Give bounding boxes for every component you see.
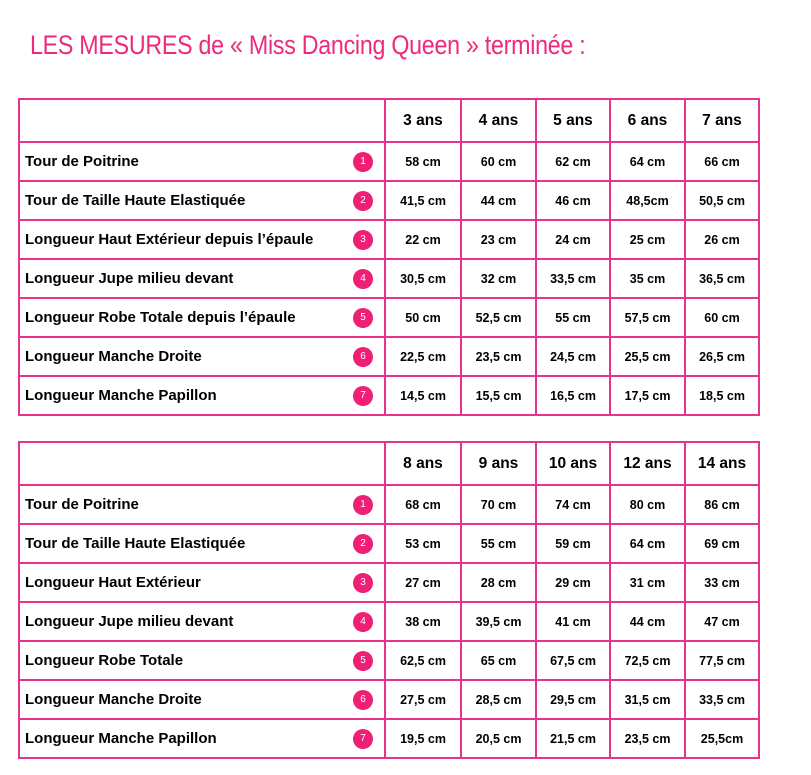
header-row xyxy=(19,442,759,485)
measure-value: 44 cm xyxy=(610,602,685,641)
table-row xyxy=(19,641,759,680)
measure-value: 53 cm xyxy=(385,524,461,563)
measure-label: Longueur Robe Totale xyxy=(25,652,184,669)
measure-label-cell xyxy=(19,337,385,376)
measure-label-cell xyxy=(19,181,385,220)
measure-number-badge: 7 xyxy=(353,729,373,749)
age-header: 9 ans xyxy=(461,442,536,485)
measure-label-cell xyxy=(19,563,385,602)
measure-label-cell xyxy=(19,298,385,337)
measure-value: 20,5 cm xyxy=(461,719,536,758)
measure-label-cell xyxy=(19,719,385,758)
measure-value: 19,5 cm xyxy=(385,719,461,758)
table-row xyxy=(19,485,759,524)
measure-label-cell xyxy=(19,259,385,298)
measure-value: 57,5 cm xyxy=(610,298,685,337)
measure-label: Longueur Manche Papillon xyxy=(25,387,217,404)
measure-value: 44 cm xyxy=(461,181,536,220)
table-row xyxy=(19,524,759,563)
table-row xyxy=(19,298,759,337)
measure-value: 72,5 cm xyxy=(610,641,685,680)
measure-label-cell xyxy=(19,641,385,680)
measure-label: Longueur Haut Extérieur xyxy=(25,574,201,591)
table-row xyxy=(19,259,759,298)
measure-value: 23,5 cm xyxy=(610,719,685,758)
measure-value: 60 cm xyxy=(461,142,536,181)
measure-label-cell xyxy=(19,485,385,524)
measure-value: 35 cm xyxy=(610,259,685,298)
measure-value: 59 cm xyxy=(536,524,610,563)
measure-number-badge: 2 xyxy=(353,191,373,211)
measure-value: 66 cm xyxy=(685,142,759,181)
measure-value: 77,5 cm xyxy=(685,641,759,680)
measure-value: 67,5 cm xyxy=(536,641,610,680)
measure-label: Tour de Poitrine xyxy=(25,496,139,513)
measure-value: 41,5 cm xyxy=(385,181,461,220)
table-row xyxy=(19,142,759,181)
table-row xyxy=(19,680,759,719)
table-row xyxy=(19,337,759,376)
measure-value: 33 cm xyxy=(685,563,759,602)
measure-value: 52,5 cm xyxy=(461,298,536,337)
header-row xyxy=(19,99,759,142)
measure-value: 41 cm xyxy=(536,602,610,641)
measure-label: Longueur Manche Papillon xyxy=(25,730,217,747)
measure-value: 27,5 cm xyxy=(385,680,461,719)
measure-label-cell xyxy=(19,376,385,415)
age-header: 8 ans xyxy=(385,442,461,485)
measure-label: Longueur Jupe milieu devant xyxy=(25,270,234,287)
measure-value: 47 cm xyxy=(685,602,759,641)
measure-value: 68 cm xyxy=(385,485,461,524)
measure-value: 16,5 cm xyxy=(536,376,610,415)
measure-value: 23,5 cm xyxy=(461,337,536,376)
age-header: 10 ans xyxy=(536,442,610,485)
measure-value: 65 cm xyxy=(461,641,536,680)
measure-value: 62,5 cm xyxy=(385,641,461,680)
measure-number-badge: 1 xyxy=(353,152,373,172)
age-header: 6 ans xyxy=(610,99,685,142)
measure-value: 26,5 cm xyxy=(685,337,759,376)
corner-cell xyxy=(19,442,385,485)
table-row xyxy=(19,719,759,758)
measure-value: 25,5 cm xyxy=(610,337,685,376)
measure-value: 58 cm xyxy=(385,142,461,181)
measure-value: 28 cm xyxy=(461,563,536,602)
table-row xyxy=(19,376,759,415)
measure-label-cell xyxy=(19,142,385,181)
table-row xyxy=(19,181,759,220)
measure-number-badge: 7 xyxy=(353,386,373,406)
measure-number-badge: 4 xyxy=(353,612,373,632)
table-row xyxy=(19,602,759,641)
measure-value: 55 cm xyxy=(461,524,536,563)
measure-number-badge: 5 xyxy=(353,308,373,328)
measure-value: 31,5 cm xyxy=(610,680,685,719)
page-title: LES MESURES de « Miss Dancing Queen » terminée : xyxy=(30,30,586,60)
measure-value: 26 cm xyxy=(685,220,759,259)
table-row xyxy=(19,220,759,259)
age-header: 4 ans xyxy=(461,99,536,142)
size-table-large xyxy=(18,441,760,759)
measure-value: 28,5 cm xyxy=(461,680,536,719)
age-header: 3 ans xyxy=(385,99,461,142)
measure-value: 33,5 cm xyxy=(536,259,610,298)
measure-label: Tour de Poitrine xyxy=(25,153,139,170)
age-header: 5 ans xyxy=(536,99,610,142)
measure-number-badge: 2 xyxy=(353,534,373,554)
measure-number-badge: 4 xyxy=(353,269,373,289)
age-header: 14 ans xyxy=(685,442,759,485)
measure-value: 60 cm xyxy=(685,298,759,337)
measure-value: 74 cm xyxy=(536,485,610,524)
measure-value: 38 cm xyxy=(385,602,461,641)
measure-value: 23 cm xyxy=(461,220,536,259)
measure-label: Tour de Taille Haute Elastiquée xyxy=(25,535,246,552)
measure-value: 29 cm xyxy=(536,563,610,602)
measure-label-cell xyxy=(19,524,385,563)
size-table-small xyxy=(18,98,760,416)
measure-label-cell xyxy=(19,220,385,259)
measure-label: Longueur Robe Totale depuis l’épaule xyxy=(25,309,296,326)
measure-value: 29,5 cm xyxy=(536,680,610,719)
corner-cell xyxy=(19,99,385,142)
measure-value: 62 cm xyxy=(536,142,610,181)
measure-value: 27 cm xyxy=(385,563,461,602)
measure-value: 39,5 cm xyxy=(461,602,536,641)
measure-value: 80 cm xyxy=(610,485,685,524)
table-row xyxy=(19,563,759,602)
measure-value: 25,5cm xyxy=(685,719,759,758)
measure-value: 22 cm xyxy=(385,220,461,259)
measure-value: 36,5 cm xyxy=(685,259,759,298)
measure-number-badge: 6 xyxy=(353,690,373,710)
measure-number-badge: 6 xyxy=(353,347,373,367)
measure-value: 33,5 cm xyxy=(685,680,759,719)
measure-value: 30,5 cm xyxy=(385,259,461,298)
measure-value: 31 cm xyxy=(610,563,685,602)
measure-value: 18,5 cm xyxy=(685,376,759,415)
measure-value: 86 cm xyxy=(685,485,759,524)
measure-value: 70 cm xyxy=(461,485,536,524)
measure-value: 64 cm xyxy=(610,142,685,181)
measure-value: 55 cm xyxy=(536,298,610,337)
measure-value: 32 cm xyxy=(461,259,536,298)
measure-value: 69 cm xyxy=(685,524,759,563)
measure-number-badge: 3 xyxy=(353,230,373,250)
measure-value: 15,5 cm xyxy=(461,376,536,415)
measure-label-cell xyxy=(19,680,385,719)
measure-value: 48,5cm xyxy=(610,181,685,220)
measure-value: 46 cm xyxy=(536,181,610,220)
measure-value: 50 cm xyxy=(385,298,461,337)
measure-value: 50,5 cm xyxy=(685,181,759,220)
measure-number-badge: 5 xyxy=(353,651,373,671)
measure-value: 24,5 cm xyxy=(536,337,610,376)
measure-value: 22,5 cm xyxy=(385,337,461,376)
measure-value: 21,5 cm xyxy=(536,719,610,758)
measure-value: 17,5 cm xyxy=(610,376,685,415)
measure-number-badge: 1 xyxy=(353,495,373,515)
measure-label: Longueur Manche Droite xyxy=(25,348,202,365)
measure-value: 14,5 cm xyxy=(385,376,461,415)
measure-number-badge: 3 xyxy=(353,573,373,593)
age-header: 12 ans xyxy=(610,442,685,485)
measure-value: 64 cm xyxy=(610,524,685,563)
measure-label-cell xyxy=(19,602,385,641)
measure-value: 24 cm xyxy=(536,220,610,259)
measure-label: Longueur Haut Extérieur depuis l’épaule xyxy=(25,231,314,248)
measure-label: Longueur Manche Droite xyxy=(25,691,202,708)
age-header: 7 ans xyxy=(685,99,759,142)
measure-label: Tour de Taille Haute Elastiquée xyxy=(25,192,246,209)
measure-value: 25 cm xyxy=(610,220,685,259)
measure-label: Longueur Jupe milieu devant xyxy=(25,613,234,630)
